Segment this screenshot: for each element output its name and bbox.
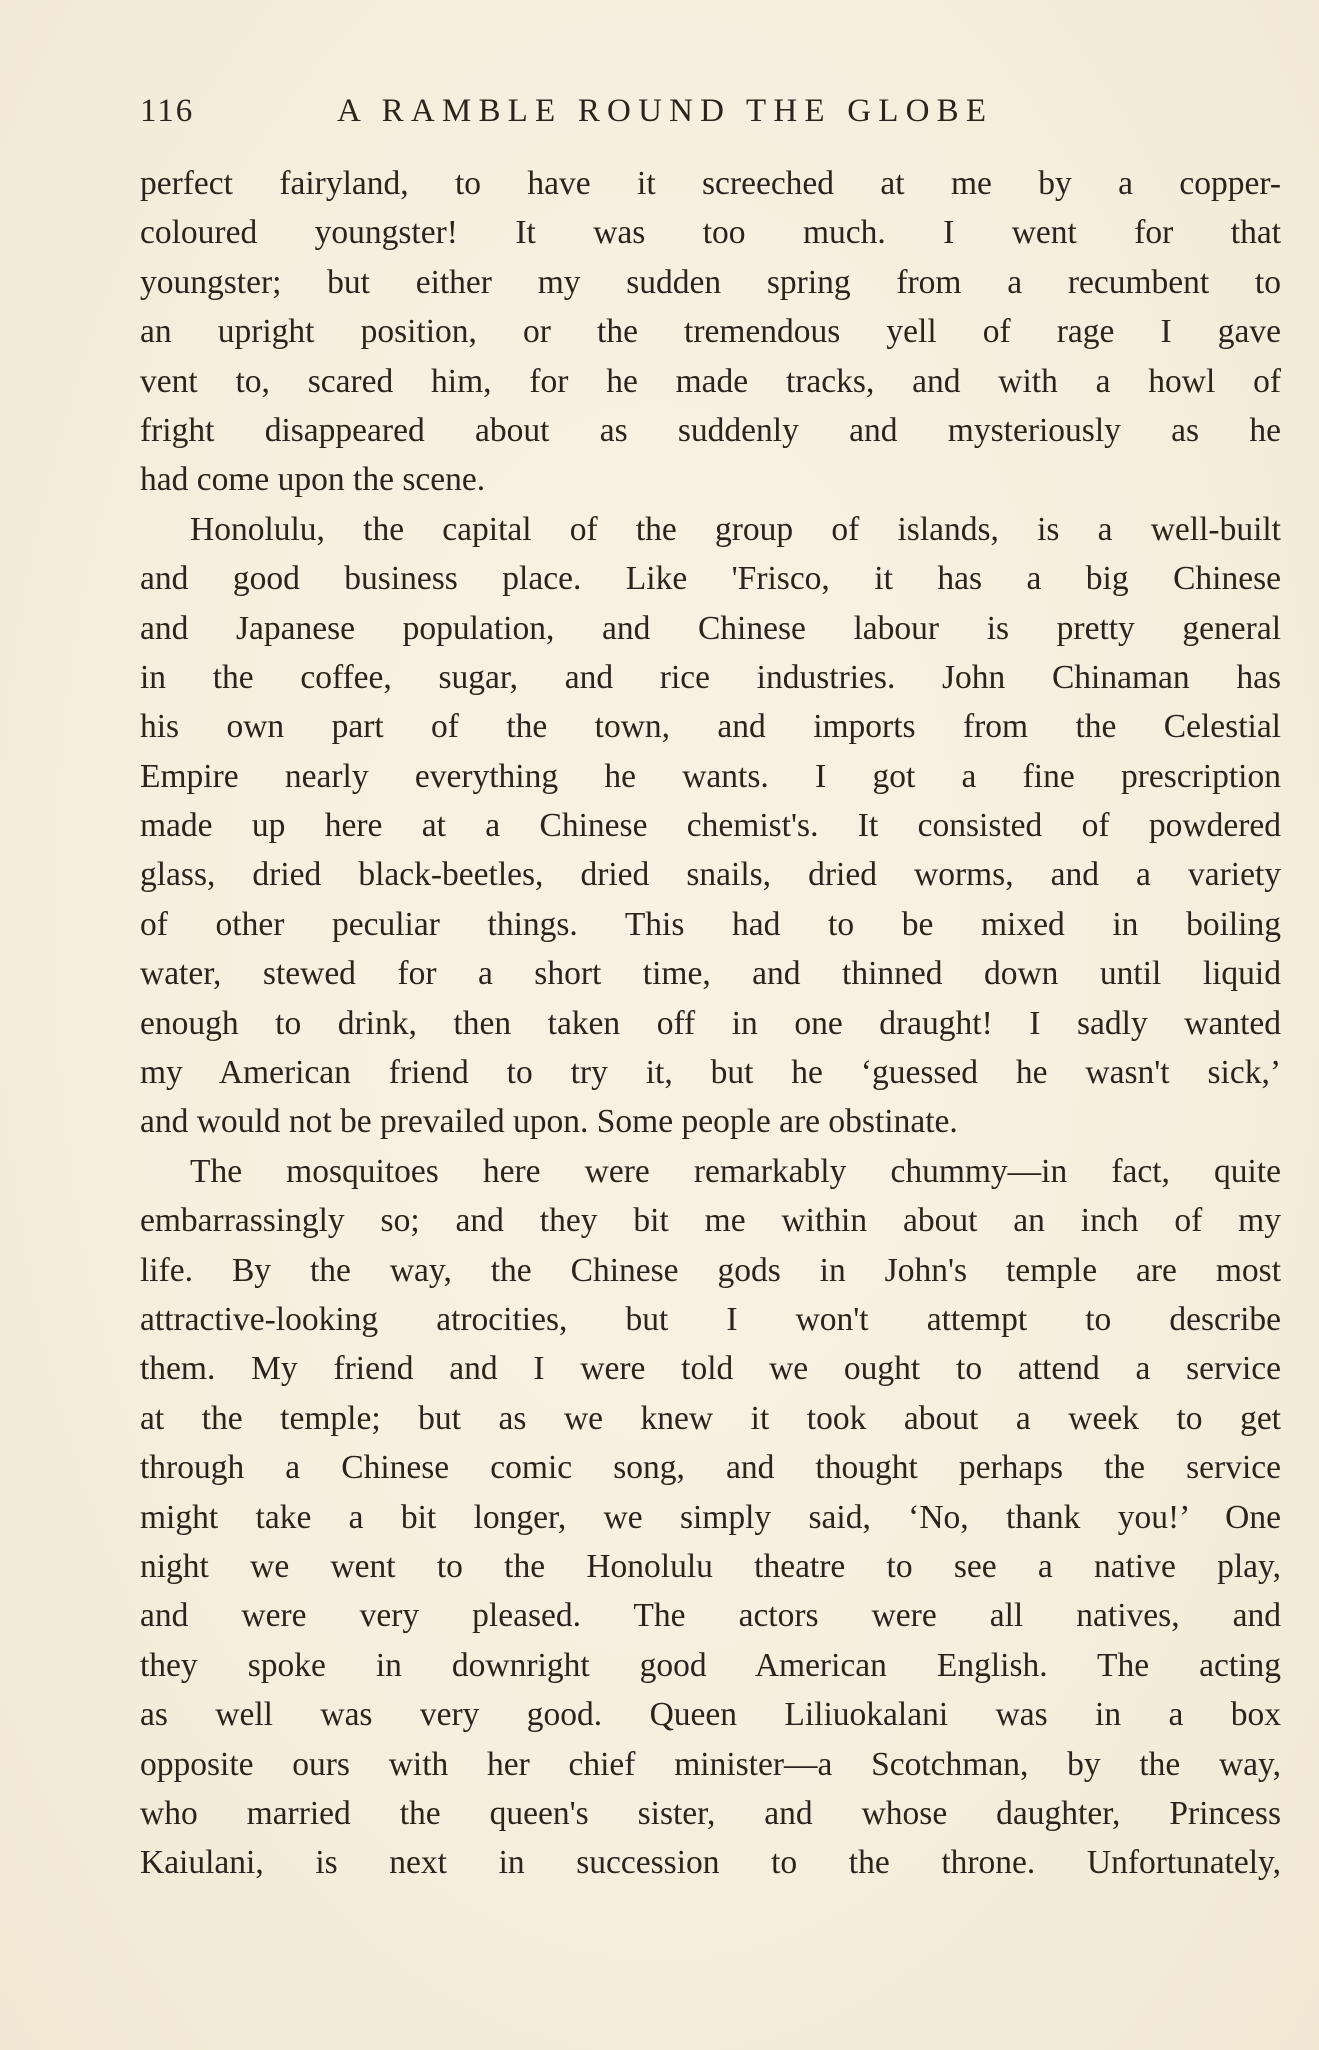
text-line: youngster; but either my sudden spring from a recumbent to xyxy=(140,263,1281,301)
text-line: had come upon the scene. xyxy=(140,461,486,499)
text-line: at the temple; but as we knew it took about a week to get xyxy=(140,1399,1281,1437)
text-line: an upright position, or the tremendous yell of rage I gave xyxy=(140,313,1281,351)
text-line: Honolulu, the capital of the group of islands, is a well-built xyxy=(190,510,1281,548)
text-line: life. By the way, the Chinese gods in John's temple are most xyxy=(140,1251,1281,1289)
text-line: and Japanese population, and Chinese labour is pretty general xyxy=(140,609,1281,647)
text-line: who married the queen's sister, and whose daughter, Princess xyxy=(140,1794,1281,1832)
text-line: vent to, scared him, for he made tracks, and with a howl of xyxy=(140,362,1281,400)
text-line: opposite ours with her chief minister—a Scotchman, by the way, xyxy=(140,1745,1281,1783)
text-line: them. My friend and I were told we ought to attend a service xyxy=(140,1350,1281,1388)
text-line: might take a bit longer, we simply said, ‘No, thank you!’ One xyxy=(140,1498,1281,1536)
text-line: enough to drink, then taken off in one draught! I sadly wanted xyxy=(140,1004,1281,1042)
text-line: embarrassingly so; and they bit me within about an inch of my xyxy=(140,1202,1281,1240)
text-line: in the coffee, sugar, and rice industries. John Chinaman has xyxy=(140,658,1281,696)
text-line: Empire nearly everything he wants. I got a fine prescription xyxy=(140,757,1281,795)
running-title: A RAMBLE ROUND THE GLOBE xyxy=(337,93,994,129)
text-line: through a Chinese comic song, and thought perhaps the service xyxy=(140,1449,1281,1487)
text-line: and good business place. Like 'Frisco, it has a big Chinese xyxy=(140,560,1281,598)
body-text xyxy=(140,159,1281,1888)
text-line: made up here at a Chinese chemist's. It consisted of powdered xyxy=(140,807,1281,845)
text-line: fright disappeared about as suddenly and mysteriously as he xyxy=(140,411,1281,449)
text-line: Kaiulani, is next in succession to the throne. Unfortunately, xyxy=(140,1844,1281,1882)
text-line: they spoke in downright good American English. The acting xyxy=(140,1646,1281,1684)
text-line: perfect fairyland, to have it screeched at me by a copper- xyxy=(140,165,1281,202)
page-number: 116 xyxy=(140,93,195,129)
text-line: and were very pleased. The actors were all natives, and xyxy=(140,1597,1281,1635)
text-line: coloured youngster! It was too much. I went for that xyxy=(140,214,1281,252)
text-line: night we went to the Honolulu theatre to see a native play, xyxy=(140,1547,1281,1585)
text-line: The mosquitoes here were remarkably chummy—in fact, quite xyxy=(190,1152,1281,1190)
text-line: attractive-looking atrocities, but I won't attempt to describe xyxy=(140,1300,1281,1338)
text-line: water, stewed for a short time, and thinned down until liquid xyxy=(140,955,1281,993)
text-line: glass, dried black-beetles, dried snails, dried worms, and a variety xyxy=(140,856,1281,894)
text-line: of other peculiar things. This had to be mixed in boiling xyxy=(140,905,1281,943)
text-line: and would not be prevailed upon. Some people are obstinate. xyxy=(140,1103,958,1141)
text-line: my American friend to try it, but he ‘guessed he wasn't sick,’ xyxy=(140,1054,1281,1092)
text-line: his own part of the town, and imports from the Celestial xyxy=(140,708,1281,746)
text-line: as well was very good. Queen Liliuokalani was in a box xyxy=(140,1696,1281,1734)
page-header xyxy=(140,86,1280,136)
